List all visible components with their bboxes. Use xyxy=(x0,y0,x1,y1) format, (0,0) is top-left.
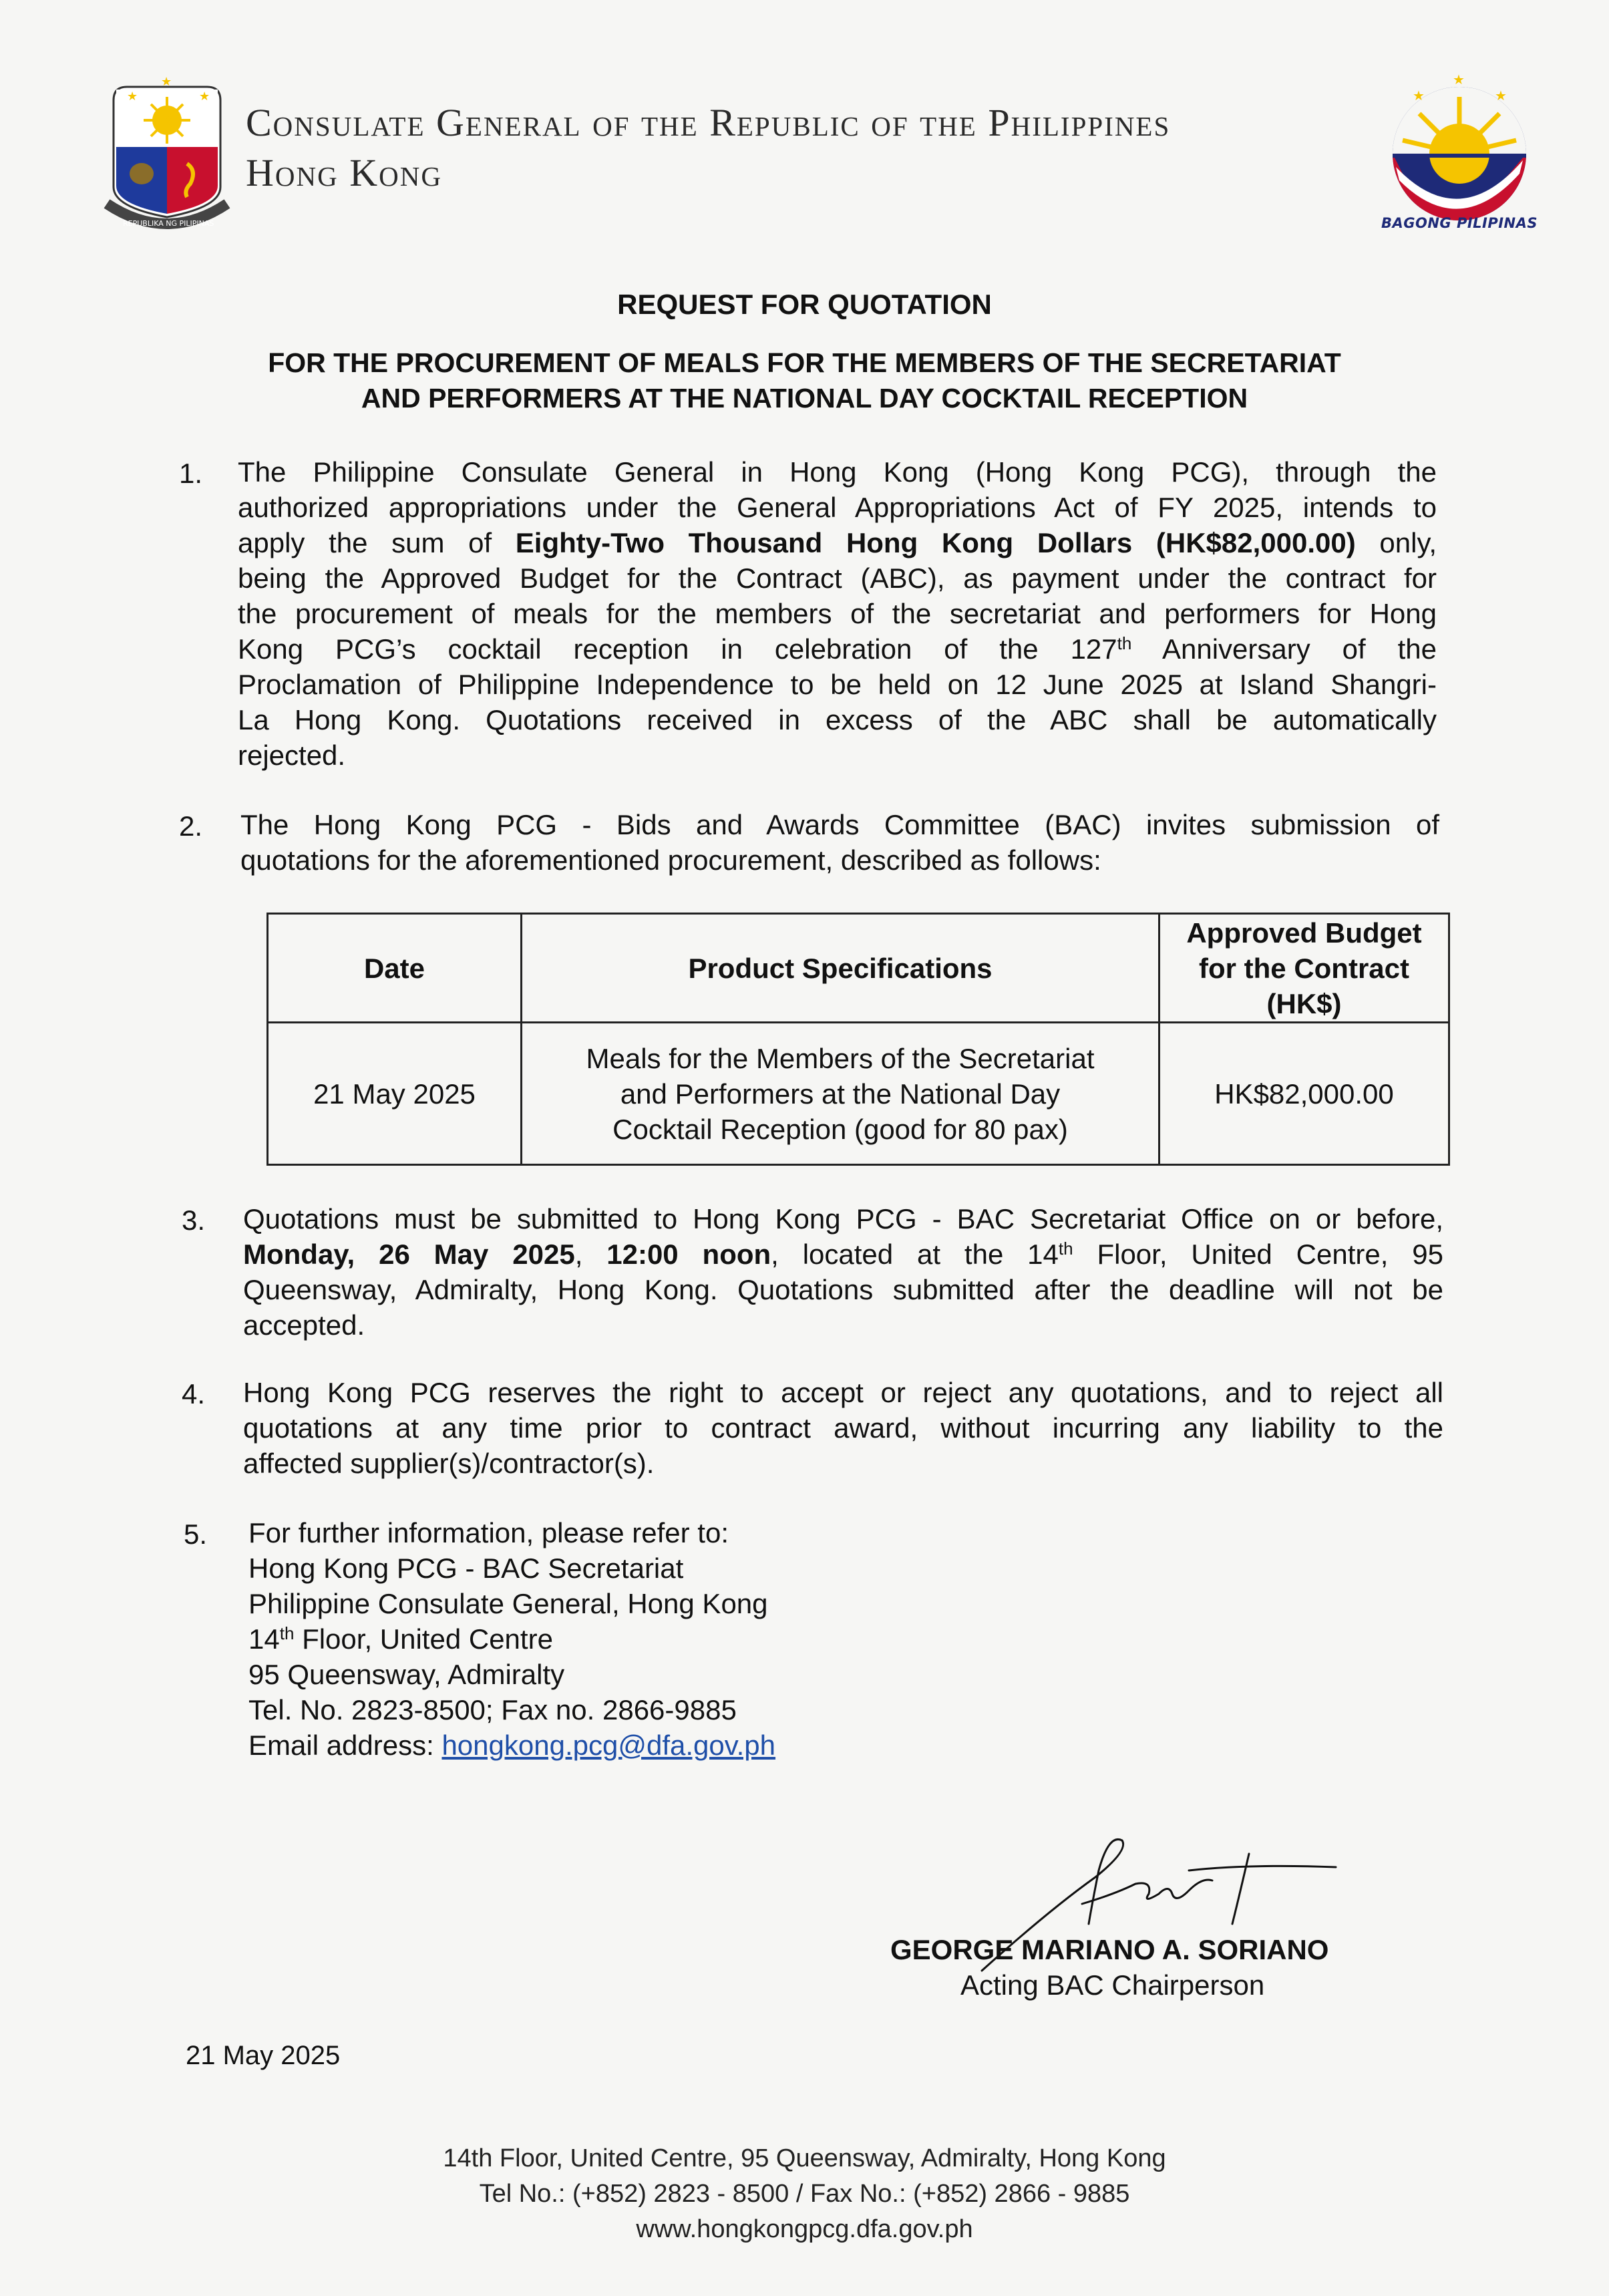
paragraph-1 xyxy=(238,454,1437,773)
footer-website: www.hongkongpcg.dfa.gov.ph xyxy=(636,2215,973,2243)
para3-line: accepted. xyxy=(243,1309,365,1341)
item-number-2: 2. xyxy=(179,810,203,842)
para1-line: The Philippine Consulate General in Hong Kong (Hong Kong PCG), through the xyxy=(238,456,1437,488)
procurement-table xyxy=(266,913,1450,1166)
svg-text:★: ★ xyxy=(1453,73,1465,88)
para4-line: affected supplier(s)/contractor(s). xyxy=(243,1448,655,1479)
svg-text:★: ★ xyxy=(1413,89,1425,104)
para1-line: rejected. xyxy=(238,740,346,771)
consulate-city: Hong Kong xyxy=(246,151,442,194)
bagong-pilipinas-label: BAGONG PILIPINAS xyxy=(1381,215,1538,231)
paragraph-3 xyxy=(243,1201,1443,1343)
para1-line: La Hong Kong. Quotations received in excess of the ABC shall be automatically xyxy=(238,704,1437,735)
paragraph-2 xyxy=(240,807,1439,878)
svg-text:★: ★ xyxy=(1495,89,1507,104)
para5-line: Hong Kong PCG - BAC Secretariat xyxy=(248,1552,684,1584)
item-number-3: 3. xyxy=(182,1204,206,1236)
svg-text:★: ★ xyxy=(127,90,138,103)
document-title: REQUEST FOR QUOTATION xyxy=(617,289,992,320)
paragraph-4 xyxy=(243,1375,1443,1481)
item-number-4: 4. xyxy=(182,1378,206,1410)
item-number-5: 5. xyxy=(184,1518,208,1550)
cell-date: 21 May 2025 xyxy=(268,1023,522,1165)
signatory-name: GEORGE MARIANO A. SORIANO xyxy=(890,1934,1329,1965)
document-date: 21 May 2025 xyxy=(186,2041,341,2070)
header-approved-budget: Approved Budget for the Contract (HK$) xyxy=(1159,914,1449,1023)
para2-line: The Hong Kong PCG - Bids and Awards Committee (BAC) invites submission of xyxy=(240,809,1439,840)
para1-line: being the Approved Budget for the Contract (ABC), as payment under the contract for xyxy=(238,562,1437,594)
para4-line: quotations at any time prior to contract award, without incurring any liability to the xyxy=(243,1412,1443,1444)
para5-line: 14th Floor, United Centre xyxy=(248,1623,553,1655)
signatory-title: Acting BAC Chairperson xyxy=(960,1969,1265,2001)
para1-line: Proclamation of Philippine Independence to be held on 12 June 2025 at Island Shangri- xyxy=(238,669,1437,700)
para1-line: apply the sum of Eighty-Two Thousand Hong Kong Dollars (HK$82,000.00) only, xyxy=(238,527,1437,558)
para3-line: Monday, 26 May 2025, 12:00 noon, located at the 14th Floor, United Centre, 95 xyxy=(243,1239,1443,1270)
email-link[interactable]: hongkong.pcg@dfa.gov.ph xyxy=(441,1730,776,1761)
table-header-row xyxy=(268,914,1449,1023)
item-number-1: 1. xyxy=(179,458,203,489)
para5-line: Tel. No. 2823-8500; Fax no. 2866-9885 xyxy=(248,1694,737,1726)
deadline-time-text: 12:00 noon xyxy=(606,1239,771,1270)
abc-amount-text: Eighty-Two Thousand Hong Kong Dollars (HK$82,000.00) xyxy=(515,527,1356,558)
svg-text:★: ★ xyxy=(199,90,210,103)
header-product-specifications: Product Specifications xyxy=(522,914,1159,1023)
para5-line: 95 Queensway, Admiralty xyxy=(248,1659,565,1690)
footer-phone: Tel No.: (+852) 2823 - 8500 / Fax No.: (+852) 2866 - 9885 xyxy=(479,2180,1130,2208)
consulate-name: Consulate General of the Republic of the Philippines xyxy=(246,101,1171,144)
philippine-seal-icon xyxy=(100,73,234,247)
document-subtitle-line1: FOR THE PROCUREMENT OF MEALS FOR THE MEMBERS OF THE SECRETARIAT xyxy=(268,347,1341,378)
para3-line: Queensway, Admiralty, Hong Kong. Quotations submitted after the deadline will not be xyxy=(243,1274,1443,1305)
para1-line: the procurement of meals for the members of the secretariat and performers for Hong xyxy=(238,598,1437,629)
deadline-date-text: Monday, 26 May 2025 xyxy=(243,1239,575,1270)
paragraph-5 xyxy=(248,1515,1444,1763)
para1-line: authorized appropriations under the General Appropriations Act of FY 2025, intends to xyxy=(238,492,1437,523)
footer-address: 14th Floor, United Centre, 95 Queensway, Admiralty, Hong Kong xyxy=(443,2144,1166,2172)
para5-line: Philippine Consulate General, Hong Kong xyxy=(248,1588,768,1619)
para2-line: quotations for the aforementioned procurement, described as follows: xyxy=(240,844,1101,876)
svg-text:★: ★ xyxy=(161,75,172,88)
header-date: Date xyxy=(268,914,522,1023)
para5-line: For further information, please refer to: xyxy=(248,1517,729,1548)
table-row xyxy=(268,1023,1449,1165)
cell-approved-budget: HK$82,000.00 xyxy=(1159,1023,1449,1165)
seal-ribbon-text: REPUBLIKA NG PILIPINAS xyxy=(123,219,214,228)
para3-line: Quotations must be submitted to Hong Kong PCG - BAC Secretariat Office on or before, xyxy=(243,1203,1443,1235)
para5-line: Email address: hongkong.pcg@dfa.gov.ph xyxy=(248,1730,776,1761)
para1-line: Kong PCG’s cocktail reception in celebration of the 127th Anniversary of the xyxy=(238,633,1437,665)
para4-line: Hong Kong PCG reserves the right to accept or reject any quotations, and to reject all xyxy=(243,1377,1443,1408)
document-subtitle-line2: AND PERFORMERS AT THE NATIONAL DAY COCKTAIL RECEPTION xyxy=(361,383,1248,414)
cell-product-specifications: Meals for the Members of the Secretariat and Performers at the National Day Cocktail Reception (good for 80 pax) xyxy=(522,1023,1159,1165)
